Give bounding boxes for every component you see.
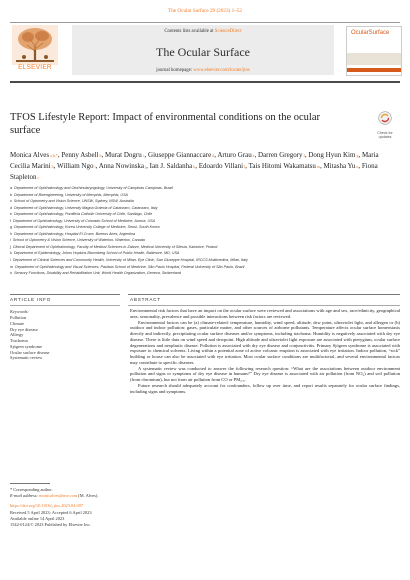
affiliation-letter: c bbox=[10, 199, 12, 204]
author-name-text: Fiona Stapleton bbox=[10, 162, 378, 181]
publisher-wordmark: ELSEVIER bbox=[18, 64, 52, 71]
journal-cover-thumbnail[interactable] bbox=[346, 26, 402, 76]
available-online-date: Available online 14 April 2023 bbox=[10, 515, 65, 521]
abstract-paragraph: Environmental factors can be (a) climate-related: temperature, humidity, wind speed, altitude, dew point, ultraviolet light, and allergen or (b) outdoor and indoor pollution: gases, particulate matter, and other sources of airborne pollutants. Temperature affects ocular surface homeostasis directly and indirectly, precipitating ocular surface diseases and/or symptoms, including trachoma. Humidity is negatively associated with dry eye disease. There is little data on wind speed and dewpoint. High altitude and ultraviolet light exposure are associated with pterygium, ocular surface degenerations and neoplastic disease. Pollution is associated with dry eye disease and conjunctivitis. Primary Sjögren syndrome is associated with exposure to chemical solvents. Living within a potential zone of active volcanic eruption is associated with eye irritation. Indoor pollution, “sick” building or house can also be associated with eye irritation. Most ocular surface conditions are multifactorial, and several environmental factors may contribute to specific diseases. bbox=[130, 319, 400, 365]
author-name-text: Monica Alves bbox=[10, 151, 50, 159]
affiliation-text: Department of Ophthalmology, Hospital El Cruce, Buenos Aires, Argentina bbox=[14, 231, 136, 236]
affiliation-letter: d bbox=[10, 205, 13, 210]
author-name[interactable] bbox=[10, 151, 58, 159]
divider bbox=[128, 294, 400, 295]
affiliation-letter: a bbox=[10, 186, 13, 190]
affiliation-letter: k bbox=[10, 251, 12, 256]
author-affiliation-marks: j bbox=[144, 164, 147, 169]
affiliation-text: Sensory Functions, Disability and Rehabilitation Unit, World Health Organization, Geneva, Switzerland bbox=[14, 271, 181, 276]
author-name-text: Arturo Grau bbox=[217, 151, 252, 159]
abstract-paragraph: Future research should adequately account for confounders, follow up over time, and report results separately for ocular surface findings, including signs and symptoms. bbox=[130, 382, 400, 394]
author-affiliation-marks: n bbox=[355, 164, 359, 169]
author-name-text: Murat Dogru bbox=[105, 151, 142, 159]
author-name[interactable] bbox=[258, 151, 305, 159]
keywords-label: Keywords: bbox=[10, 309, 29, 314]
affiliation-text: Department of Clinical Sciences and Community Health, University of Milan, Eye Clinic, San Giuseppe Hospital, IRCCS Multimedica, Milan, Italy bbox=[12, 258, 248, 263]
author-name-text: Tais Hitomi Wakamatsu bbox=[248, 162, 316, 170]
author-affiliation-marks: d bbox=[211, 153, 215, 158]
affiliation-letter: f bbox=[10, 218, 12, 223]
affiliation-letter: b bbox=[10, 192, 13, 197]
author-affiliation-marks: c bbox=[141, 153, 145, 158]
author-name[interactable] bbox=[217, 151, 254, 159]
homepage-prefix: journal homepage: bbox=[156, 68, 193, 73]
cover-stripe bbox=[347, 68, 401, 72]
author-name[interactable] bbox=[249, 162, 320, 170]
contents-prefix: Contents lists available at bbox=[164, 29, 214, 34]
author-affiliation-marks: h bbox=[50, 164, 54, 169]
affiliation-text: School of Optometry & Vision Science, University of Waterloo, Waterloo, Canada bbox=[12, 238, 145, 243]
abstract-paragraph: A systematic review was conducted to answer the following research question: “What are the associations between outdoor environment pollution and signs or symptoms of dry eye disease in humans?” Dry eye disease is associated with air pollution (from NO₂) and soil pollution (from chromium), but not from air pollution from CO or PM₂.₅. bbox=[130, 365, 400, 382]
affiliation-letter: g bbox=[10, 225, 13, 230]
author-name-text: Mitasha Yu bbox=[323, 162, 356, 170]
author-affiliation-marks: i bbox=[93, 164, 96, 169]
keywords-list bbox=[10, 315, 50, 361]
article-info-heading: ARTICLE INFO bbox=[10, 297, 52, 302]
author-name[interactable] bbox=[148, 151, 214, 159]
email-link[interactable]: monicalves@me.com bbox=[39, 493, 78, 499]
keyword-item: Sjögren syndrome bbox=[10, 343, 43, 349]
journal-band bbox=[72, 25, 334, 75]
keyword-item: Systematic review bbox=[10, 355, 43, 361]
affiliation-text: Department of Ophthalmology and Otorhinolaryngology, University of Campinas Campinas, Brazil bbox=[14, 186, 174, 190]
check-for-updates-badge[interactable] bbox=[372, 111, 398, 140]
keyword-item: Pollution bbox=[10, 315, 27, 320]
divider bbox=[10, 294, 120, 295]
footnotes bbox=[10, 487, 310, 528]
affiliation-text: Department of Ophthalmology, University Magna Graecia of Catanzaro, Catanzaro, Italy bbox=[14, 205, 158, 210]
abstract-paragraph: Environmental risk factors that have an impact on the ocular surface were reviewed and associations with age and sex, race/ethnicity, geographical area, seasonality, prevalence and possible interactions between risk factors are reviewed. bbox=[130, 308, 400, 319]
affiliation-letter: l bbox=[10, 258, 11, 263]
affiliation-text: Department of Epidemiology, Johns Hopkins Bloomberg School of Public Health, Baltimore, MD, USA bbox=[13, 251, 180, 256]
author-affiliation-marks: a,b,* bbox=[49, 153, 58, 158]
abstract-body bbox=[130, 308, 400, 394]
corresponding-author-note: * Corresponding author. bbox=[10, 487, 53, 492]
affiliation-letter: e bbox=[10, 212, 13, 217]
author-name[interactable] bbox=[308, 151, 358, 159]
author-name-text: Edoardo Villani bbox=[198, 162, 244, 170]
email-suffix: (M. Alves). bbox=[78, 493, 99, 499]
keyword-item: Climate bbox=[10, 320, 24, 326]
author-name-text: Anna Nowinska bbox=[98, 162, 145, 170]
keyword-item: Dry eye disease bbox=[10, 326, 38, 332]
received-dates: Received 5 April 2023; Accepted 6 April 2023 bbox=[10, 509, 92, 515]
keyword-item: Ocular surface disease bbox=[10, 349, 50, 355]
cover-band bbox=[347, 53, 401, 65]
author-name[interactable] bbox=[105, 151, 145, 159]
check-updates-label: Check for updates bbox=[377, 131, 393, 140]
email-prefix: E-mail address: bbox=[10, 493, 39, 499]
author-affiliation-marks: e bbox=[251, 153, 255, 158]
author-name-text: Maria Cecilia Marini bbox=[10, 151, 379, 170]
cover-title: OcularSurface bbox=[351, 30, 390, 36]
author-name-text: Penny Asbell bbox=[61, 151, 99, 159]
affiliation-letter: m bbox=[10, 264, 14, 269]
homepage-link[interactable]: www.elsevier.com/locate/jtos bbox=[193, 68, 250, 73]
author-affiliation-marks: g bbox=[355, 153, 359, 158]
affiliation-text: School of Optometry and Vision Science, UNSW, Sydney, NSW, Australia bbox=[13, 199, 134, 204]
author-affiliation-marks: c bbox=[36, 175, 40, 180]
author-name-text: Giuseppe Giannaccare bbox=[148, 151, 212, 159]
elsevier-logo[interactable] bbox=[10, 25, 60, 75]
check-updates-icon bbox=[378, 111, 392, 125]
doi-link[interactable]: https://doi.org/10.1016/j.jtos.2023.04.007 bbox=[10, 503, 84, 509]
author-name[interactable] bbox=[324, 162, 359, 170]
affiliation-text: Department of Ophthalmology, University of Colorado School of Medicine, Aurora, USA bbox=[13, 218, 156, 223]
author-affiliation-marks: k bbox=[192, 164, 196, 169]
keyword-item: Allergy bbox=[10, 332, 24, 338]
author-name-text: William Ngo bbox=[57, 162, 94, 170]
footnote-divider bbox=[10, 483, 50, 484]
author-affiliation-marks: b bbox=[98, 153, 102, 158]
homepage-line bbox=[72, 68, 334, 73]
contents-line bbox=[72, 29, 334, 34]
author-affiliation-marks: l bbox=[243, 164, 246, 169]
author-name[interactable] bbox=[150, 162, 196, 170]
affiliation-text: Clinical Department of Ophthalmology, Faculty of Medical Sciences in Zabrze, Medical University of Silesia, Katowice, Poland bbox=[12, 244, 218, 249]
elsevier-tree-icon bbox=[12, 25, 58, 65]
author-name[interactable] bbox=[57, 162, 96, 170]
author-name-text: Ian J. Saldanha bbox=[149, 162, 193, 170]
author-affiliation-marks: m bbox=[315, 164, 320, 169]
affiliation-letter: i bbox=[10, 238, 11, 243]
copyright-line: 1542-0124/© 2023 Published by Elsevier Inc. bbox=[10, 522, 91, 528]
affiliation-text: Department of Bioengineering, University of Memphis, Memphis, USA bbox=[14, 192, 129, 197]
divider bbox=[10, 305, 120, 306]
journal-header bbox=[10, 22, 400, 83]
affiliation-item bbox=[10, 270, 400, 277]
affiliation-letter: j bbox=[10, 244, 11, 249]
article-title: TFOS Lifestyle Report: Impact of environmental conditions on the ocular surface bbox=[10, 112, 320, 136]
affiliation-text: Department of Ophthalmology and Visual Sciences, Paulista School of Medicine, São Paulo Hospital, Federal University of São Paulo, Brazil bbox=[15, 264, 245, 269]
journal-running-head: The Ocular Surface 29 (2023) 1–52 bbox=[168, 8, 242, 14]
author-name-text: Darren Gregory bbox=[258, 151, 303, 159]
author-name[interactable] bbox=[99, 162, 146, 170]
author-name[interactable] bbox=[61, 151, 101, 159]
affiliation-letter: n bbox=[10, 271, 13, 276]
author-affiliation-marks: f bbox=[302, 153, 305, 158]
affiliation-list bbox=[10, 185, 400, 277]
author-list: Monica Alves $^{a,b,*}$, Penny Asbell $^b$, Murat Dogru $^c$, Giuseppe Giannaccare $^d$, Arturo Grau $^e$, Darren Gregory $^f$, Dong Hyun Kim $^g$, Maria Cecilia Marini $^h$, William Ngo $^i$, Anna Nowinska $^j$, Ian J. Saldanha $^k$, Edoardo Villani $^l$, Tais Hitomi Wakamatsu $^m$, Mitasha Yu $^n$, Fiona Stapleton $^c$ bbox=[10, 151, 379, 181]
author-name[interactable] bbox=[199, 162, 245, 170]
keyword-item: Trachoma bbox=[10, 338, 28, 343]
journal-title: The Ocular Surface bbox=[156, 45, 250, 59]
abstract-heading: ABSTRACT bbox=[130, 297, 161, 302]
affiliation-text: Department of Ophthalmology, Pontificia Catholic University of Chile, Santiago, Chile bbox=[14, 212, 153, 217]
divider bbox=[128, 305, 400, 306]
affiliation-text: Department of Ophthalmology, Korea University College of Medicine, Seoul, South Korea bbox=[14, 225, 160, 230]
affiliation-letter: h bbox=[10, 231, 13, 236]
sciencedirect-link[interactable]: ScienceDirect bbox=[214, 29, 242, 34]
author-name-text: Dong Hyun Kim bbox=[308, 151, 356, 159]
